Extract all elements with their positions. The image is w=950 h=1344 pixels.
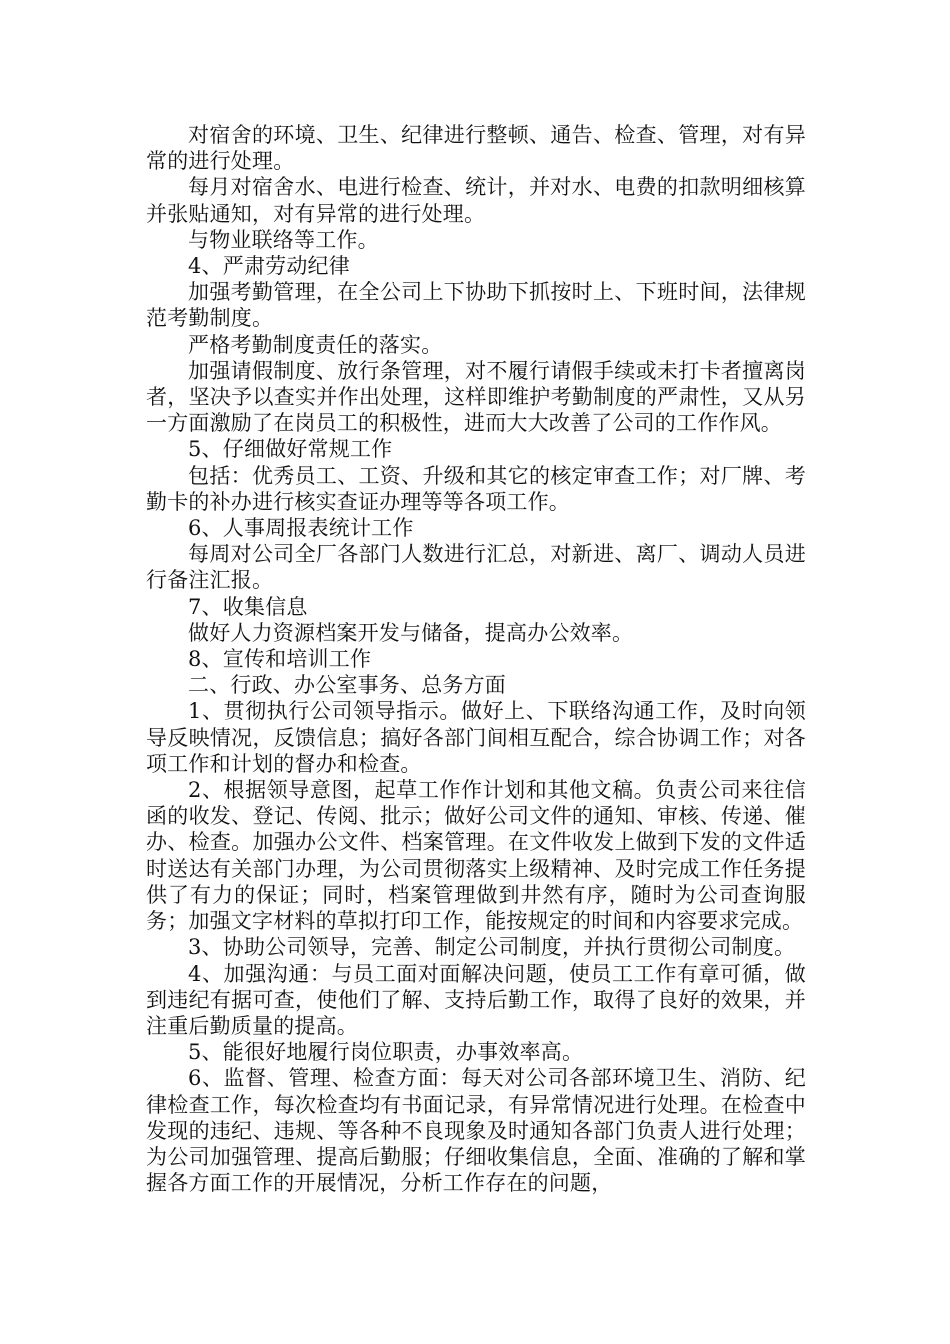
heading-weekly-report: 6、人事周报表统计工作	[188, 516, 414, 541]
paragraph-attendance-management: 加强考勤管理，在全公司上下协助下抓按时上、下班时间，法律规范考勤制度。	[146, 280, 806, 331]
heading-labor-discipline: 4、严肃劳动纪律	[188, 254, 350, 279]
paragraph-admin-item-2: 2、根据领导意图，起草工作作计划和其他文稿。负责公司来往信函的收发、登记、传阅、批示；做好公司文件的通知、审核、传递、催办、检查。加强办公文件、档案管理。在文件收发上做到下发的文件适时送达有关部门办理，为公司贯彻落实上级精神、及时完成工作任务提供了有力的保证；同时，档案管理做到井然有序，随时为公司查询服务；加强文字材料的草拟打印工作，能按规定的时间和内容要求完成。	[146, 778, 806, 934]
paragraph-admin-item-4: 4、加强沟通：与员工面对面解决问题，使员工工作有章可循，做到违纪有据可查，使他们了解、支持后勤工作，取得了良好的效果，并注重后勤质量的提高。	[146, 961, 806, 1038]
heading-training: 8、宣传和培训工作	[188, 647, 372, 672]
heading-collect-info: 7、收集信息	[188, 594, 308, 619]
heading-routine-work: 5、仔细做好常规工作	[188, 437, 393, 462]
paragraph-collect-info: 做好人力资源档案开发与储备，提高办公效率。	[188, 620, 634, 645]
paragraph-weekly-report: 每周对公司全厂各部门人数进行汇总，对新进、离厂、调动人员进行备注汇报。	[146, 542, 806, 593]
paragraph-dorm-management: 对宿舍的环境、卫生、纪律进行整顿、通告、检查、管理，对有异常的进行处理。	[146, 123, 806, 174]
paragraph-leave-system: 加强请假制度、放行条管理，对不履行请假手续或未打卡者擅离岗者，坚决予以查实并作出处理，这样即维护考勤制度的严肃性，又从另一方面激励了在岗员工的积极性，进而大大改善了公司的工作作风。	[146, 358, 806, 436]
paragraph-admin-item-3: 3、协助公司领导，完善、制定公司制度，并执行贯彻公司制度。	[188, 935, 796, 960]
heading-admin-office: 二、行政、办公室事务、总务方面	[188, 673, 506, 698]
paragraph-utility-check: 每月对宿舍水、电进行检查、统计，并对水、电费的扣款明细核算并张贴通知，对有异常的进行处理。	[146, 175, 806, 226]
paragraph-admin-item-6: 6、监督、管理、检查方面：每天对公司各部环境卫生、消防、纪律检查工作，每次检查均有书面记录，有异常情况进行处理。在检查中发现的违纪、违规、等各种不良现象及时通知各部门负责人进行处理；为公司加强管理、提高后勤服；仔细收集信息，全面、准确的了解和掌握各方面工作的开展情况，分析工作存在的问题，	[146, 1066, 806, 1196]
paragraph-property-liaison: 与物业联络等工作。	[188, 227, 379, 252]
paragraph-admin-item-1: 1、贯彻执行公司领导指示。做好上、下联络沟通工作，及时向领导反映情况，反馈信息；搞好各部门间相互配合，综合协调工作；对各项工作和计划的督办和检查。	[146, 699, 806, 776]
document-body	[146, 122, 806, 1196]
paragraph-admin-item-5: 5、能很好地履行岗位职责，办事效率高。	[188, 1040, 584, 1065]
paragraph-attendance-responsibility: 严格考勤制度责任的落实。	[188, 332, 443, 357]
paragraph-routine-work: 包括：优秀员工、工资、升级和其它的核定审查工作；对厂牌、考勤卡的补办进行核实查证办理等等各项工作。	[146, 463, 806, 514]
